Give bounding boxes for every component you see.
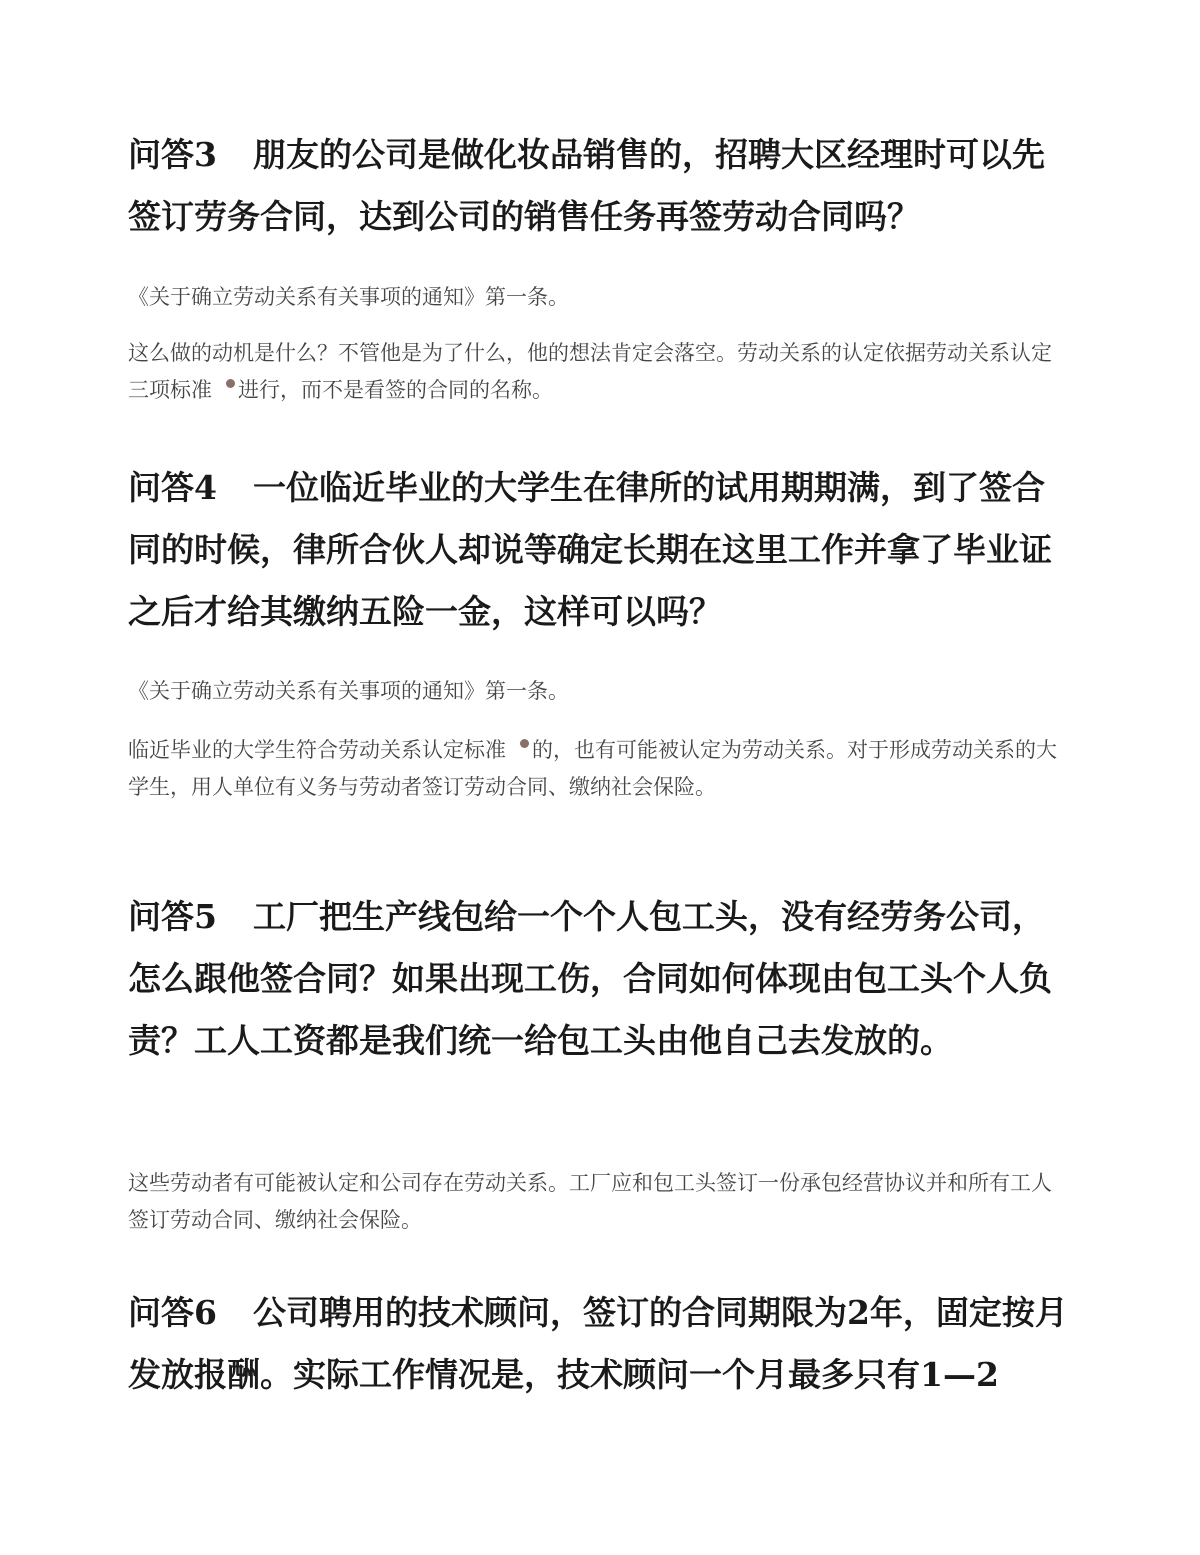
footnote-marker-icon[interactable] — [520, 739, 529, 748]
answer-paragraph — [128, 335, 1058, 409]
footnote-marker-icon[interactable] — [226, 379, 235, 388]
question-text: 一位临近毕业的大学生在律所的试用期期满，到了签合同的时候，律所合伙人却说等确定长期在这里工作并拿了毕业证之后才给其缴纳五险一金，这样可以吗？ — [128, 468, 1052, 631]
answer-text: 这么做的动机是什么？不管他是为了什么，他的想法肯定会落空。劳动关系的认定依据劳动关系认定三项标准 — [128, 341, 1052, 402]
question-5 — [128, 886, 1073, 1072]
question-3 — [128, 124, 1073, 248]
question-number: 问答6 — [128, 1293, 217, 1332]
question-text: 公司聘用的技术顾问，签订的合同期限为2年，固定按月发放报酬。实际工作情况是，技术顾问一个月最多只有1—2 — [128, 1293, 1068, 1394]
question-text: 工厂把生产线包给一个个人包工头，没有经劳务公司，怎么跟他签合同？如果出现工伤，合同如何体现由包工头个人负责？工人工资都是我们统一给包工头由他自己去发放的。 — [128, 897, 1052, 1060]
question-number: 问答5 — [128, 897, 217, 936]
question-text: 朋友的公司是做化妆品销售的，招聘大区经理时可以先签订劳务合同，达到公司的销售任务再签劳动合同吗？ — [128, 135, 1045, 236]
answer-paragraph: 这些劳动者有可能被认定和公司存在劳动关系。工厂应和包工头签订一份承包经营协议并和所有工人签订劳动合同、缴纳社会保险。 — [128, 1171, 1052, 1232]
answer-paragraph — [128, 732, 1058, 806]
legal-reference: 《关于确立劳动关系有关事项的通知》第一条。 — [128, 679, 569, 703]
answer-text: 临近毕业的大学生符合劳动关系认定标准 — [128, 738, 506, 762]
question-number: 问答3 — [128, 135, 217, 174]
answer-text-continued: 的，也有可能被认定为劳动关系。对于形成劳动关系的大学生，用人单位有义务与劳动者签订劳动合同、缴纳社会保险。 — [128, 738, 1057, 799]
question-4 — [128, 457, 1073, 643]
question-6 — [128, 1282, 1073, 1406]
question-number: 问答4 — [128, 468, 217, 507]
answer-text-continued: 进行，而不是看签的合同的名称。 — [238, 378, 553, 402]
legal-reference: 《关于确立劳动关系有关事项的通知》第一条。 — [128, 285, 569, 309]
